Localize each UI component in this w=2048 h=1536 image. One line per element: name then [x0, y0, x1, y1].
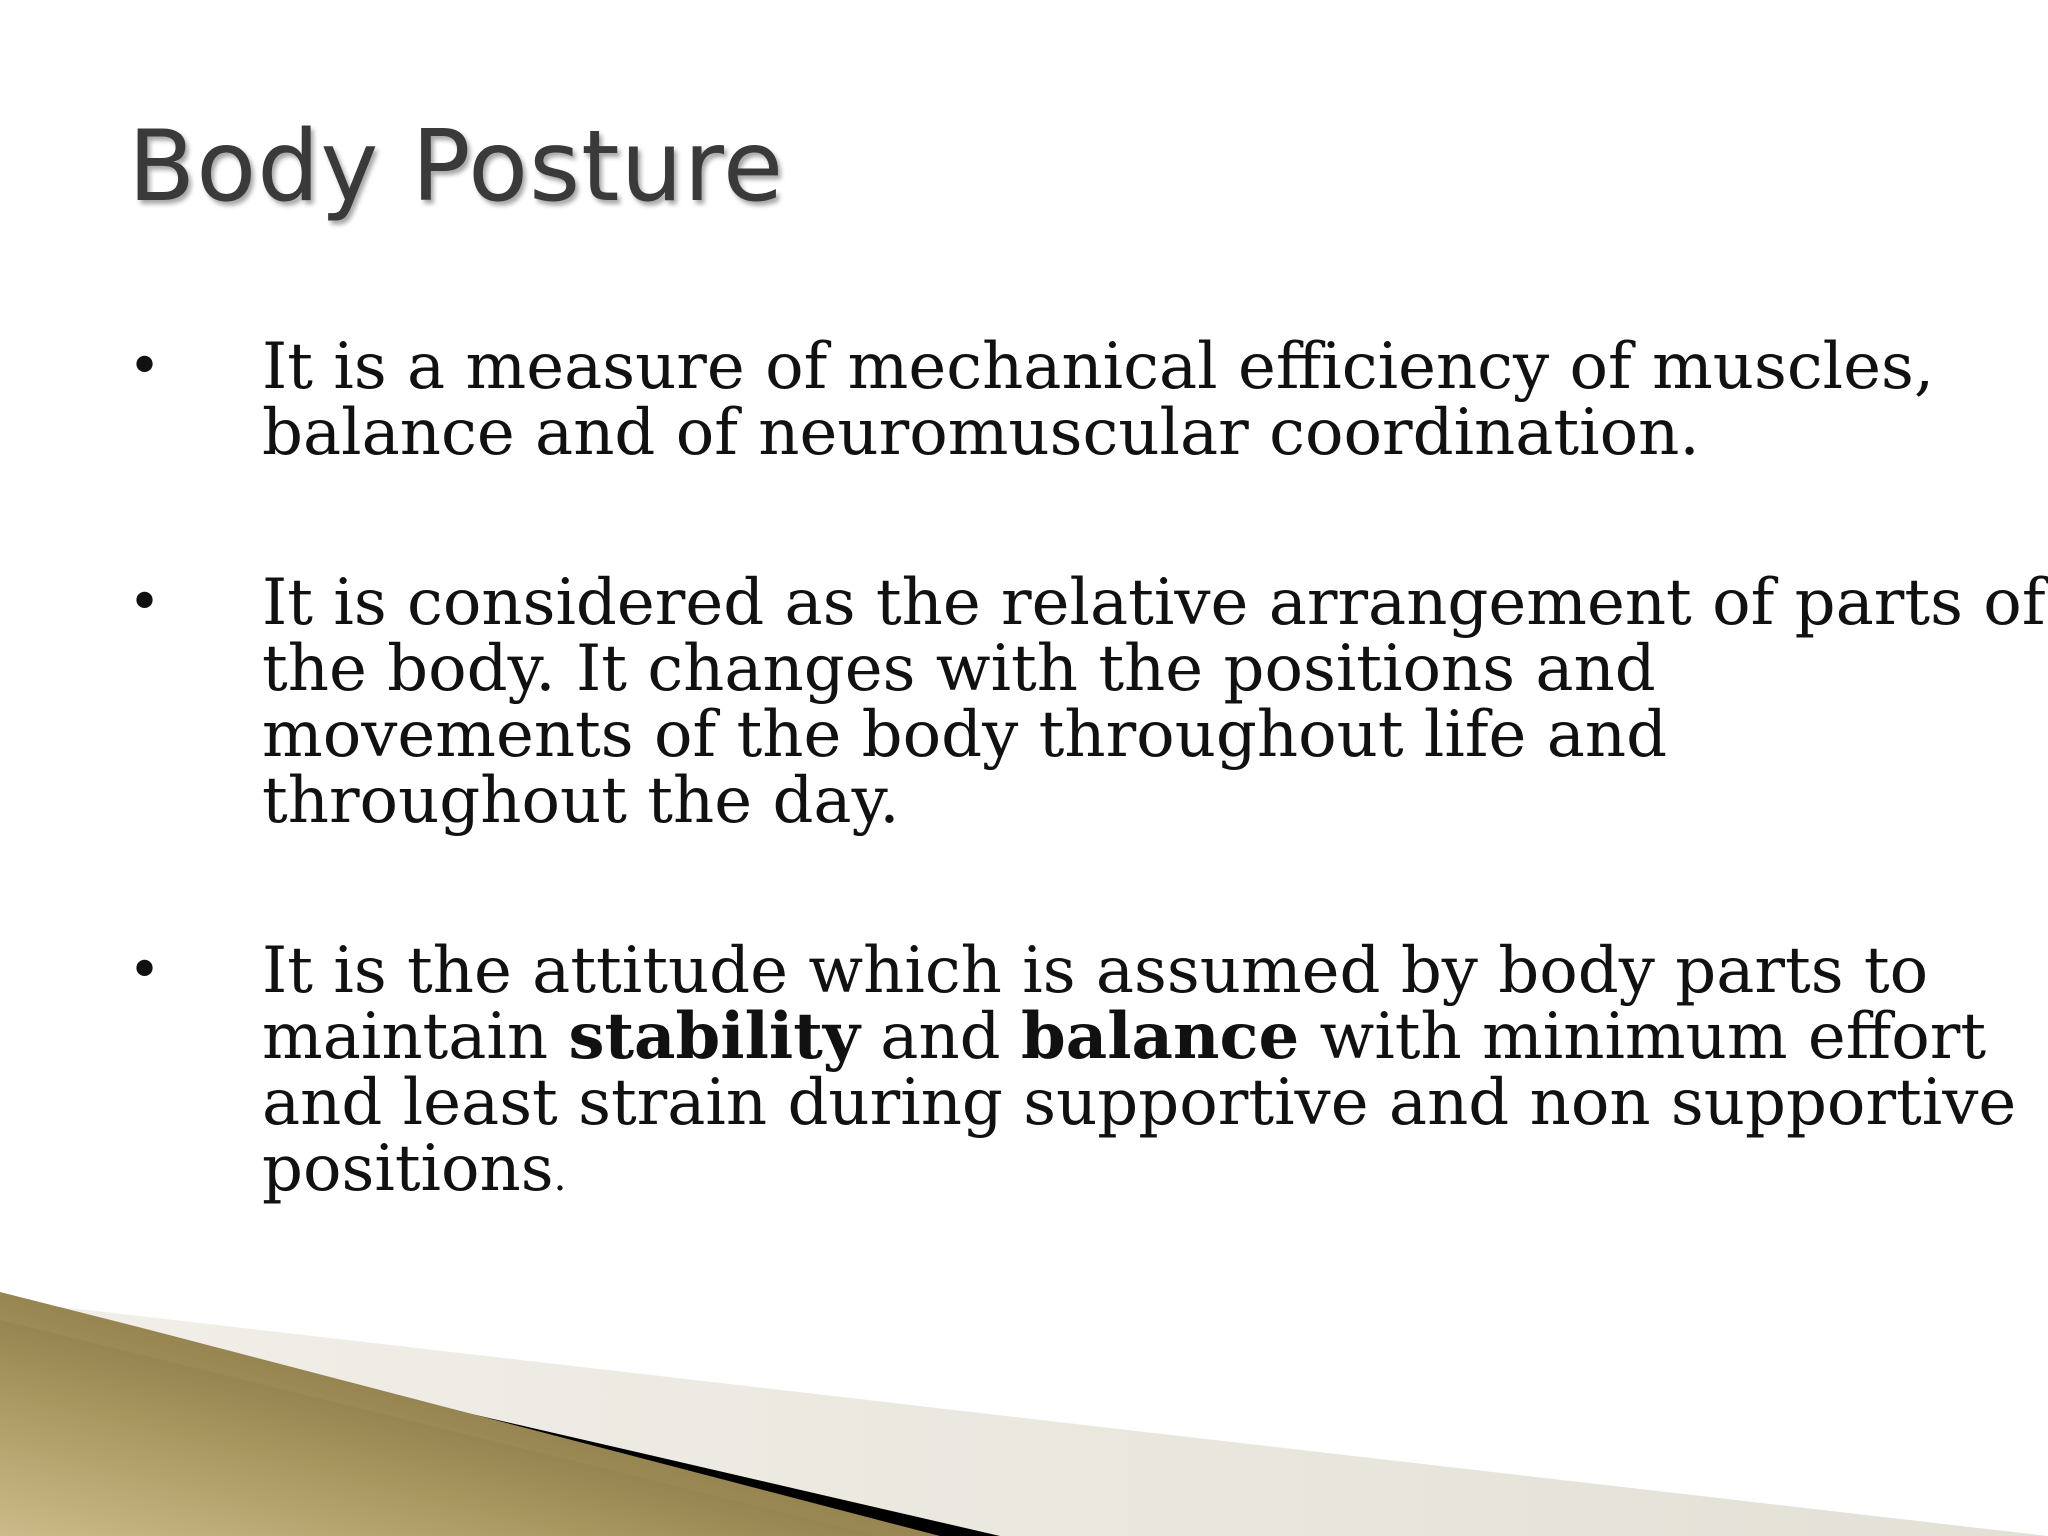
- bold-term-stability: stability: [568, 999, 860, 1074]
- bullet-list: [128, 330, 2046, 1210]
- bullet-marker: •: [128, 570, 162, 635]
- bullet-line: and least strain during supportive and non supportive: [262, 1066, 2017, 1140]
- bullet-marker: •: [128, 334, 162, 399]
- text-run: positions: [262, 1132, 554, 1206]
- bullet-marker: •: [128, 938, 162, 1003]
- cream-band: [0, 1300, 2048, 1536]
- bold-term-balance: balance: [1020, 999, 1300, 1074]
- bullet-line: [262, 999, 2008, 1074]
- bullet-item: [128, 566, 2046, 838]
- bullet-line: It is the attitude which is assumed by body parts to: [262, 934, 1929, 1008]
- bullet-line: movements of the body throughout life and: [262, 698, 1668, 772]
- bullet-line: It is considered as the relative arrangement of parts of: [262, 566, 2046, 640]
- text-run: maintain: [262, 1000, 569, 1074]
- text-run: .: [553, 1154, 567, 1200]
- bullet-line: [262, 1132, 2008, 1210]
- bullet-line: balance and of neuromuscular coordination.: [262, 396, 1700, 470]
- bullet-line: It is a measure of mechanical efficiency of muscles,: [262, 330, 1935, 404]
- bullet-line: the body. It changes with the positions and: [262, 632, 1656, 706]
- slide-title: Body Posture: [128, 110, 785, 224]
- bullet-line: throughout the day.: [262, 764, 900, 838]
- bullet-item: [128, 330, 2008, 470]
- gold-band: [0, 1292, 940, 1536]
- black-band: [0, 1305, 1000, 1536]
- bullet-item: [128, 934, 2017, 1210]
- text-run: with minimum effort: [1299, 1000, 1987, 1074]
- text-run: and: [859, 1000, 1021, 1074]
